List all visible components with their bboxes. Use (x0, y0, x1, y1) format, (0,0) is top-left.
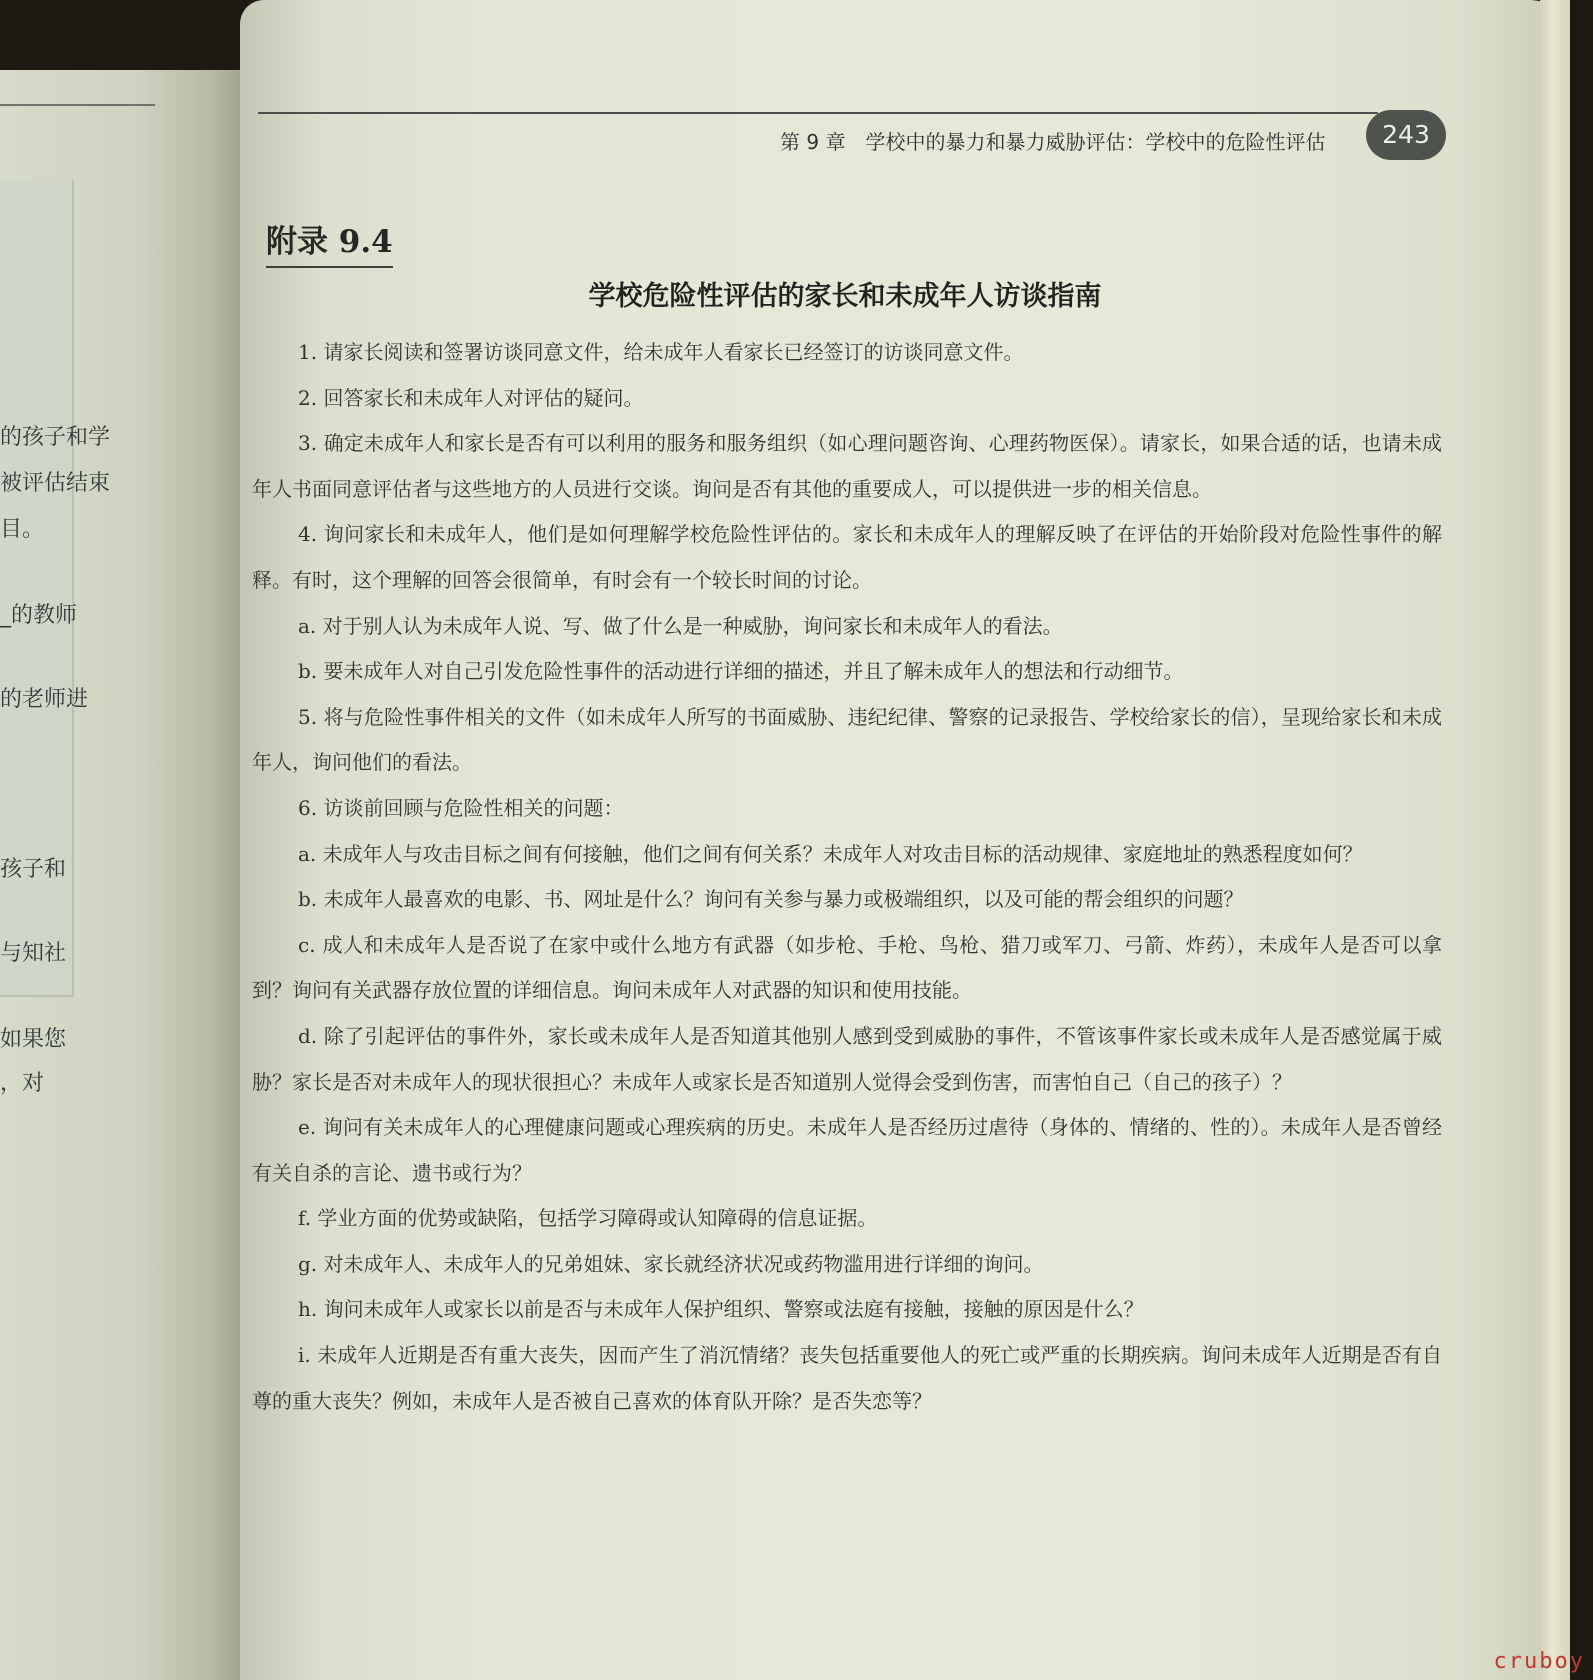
paragraph-6h (252, 1287, 1442, 1333)
header-rule (258, 112, 1378, 114)
paragraph-6i (252, 1333, 1442, 1424)
item-number: 4. (298, 522, 318, 547)
paragraph-text: 询问有关未成年人的心理健康问题或心理疾病的历史。未成年人是否经历过虐待（身体的、情绪的、性的）。未成年人是否曾经有关自杀的言论、遗书或行为？ (252, 1115, 1443, 1185)
item-number: a. (298, 841, 317, 866)
paragraph-6b (252, 877, 1442, 923)
paragraph-text: 要未成年人对自己引发危险性事件的活动进行详细的描述，并且了解未成年人的想法和行动细节。 (323, 659, 1184, 684)
paragraph-1 (252, 330, 1442, 376)
item-number: a. (298, 613, 317, 638)
paragraph-text: 访谈前回顾与危险性相关的问题： (323, 795, 624, 820)
paragraph-6g (252, 1242, 1442, 1288)
item-number: 2. (298, 385, 318, 410)
item-number: h. (298, 1297, 318, 1322)
paragraph-text: 学业方面的优势或缺陷，包括学习障碍或认知障碍的信息证据。 (317, 1206, 878, 1231)
paragraph-text: 除了引起评估的事件外，家长或未成年人是否知道其他别人感到受到威胁的事件，不管该事件家长或未成年人是否感觉属于威胁？家长是否对未成年人的现状很担心？未成年人或家长是否知道别人觉得会受到伤害，而害怕自己（自己的孩子）？ (252, 1023, 1443, 1094)
item-number: f. (298, 1206, 312, 1231)
paragraph-4 (252, 512, 1442, 603)
document-title: 学校危险性评估的家长和未成年人访谈指南 (588, 281, 1102, 312)
paragraph-text: 未成年人近期是否有重大丧失，因而产生了消沉情绪？丧失包括重要他人的死亡或严重的长期疾病。询问未成年人近期是否有自尊的重大丧失？例如，未成年人是否被自己喜欢的体育队开除？是否失恋等？ (252, 1343, 1443, 1413)
paragraph-text: 询问家长和未成年人，他们是如何理解学校危险性评估的。家长和未成年人的理解反映了在评估的开始阶段对危险性事件的解释。有时，这个理解的回答会很简单，有时会有一个较长时间的讨论。 (252, 522, 1443, 592)
left-page-fragment: 孩子和 (0, 857, 67, 882)
paragraph-6c (252, 923, 1442, 1014)
paragraph-text: 对未成年人、未成年人的兄弟姐妹、家长就经济状况或药物滥用进行详细的询问。 (323, 1251, 1044, 1276)
paragraph-text: 确定未成年人和家长是否有可以利用的服务和服务组织（如心理问题咨询、心理药物医保）。请家长，如果合适的话，也请未成年人书面同意评估者与这些地方的人员进行交谈。询问是否有其他的重要成人，可以提供进一步的相关信息。 (252, 431, 1443, 501)
paragraph-text: 成人和未成年人是否说了在家中或什么地方有武器（如步枪、手枪、鸟枪、猎刀或军刀、弓箭、炸药），未成年人是否可以拿到？询问有关武器存放位置的详细信息。询问未成年人对武器的知识和使用技能。 (252, 932, 1442, 1003)
left-page-fragment: _的教师 (0, 603, 78, 628)
left-page-fragment: ，对 (0, 1071, 45, 1096)
page-number-badge: 243 (1366, 110, 1446, 160)
left-page-fragment: 与知社 (0, 941, 67, 966)
paragraph-text: 未成年人与攻击目标之间有何接触，他们之间有何关系？未成年人对攻击目标的活动规律、家庭地址的熟悉程度如何？ (322, 841, 1363, 866)
item-number: 3. (298, 431, 318, 456)
paragraph-4a (252, 604, 1442, 650)
item-number: d. (298, 1023, 318, 1048)
paragraph-6d (252, 1014, 1442, 1105)
paragraph-text: 未成年人最喜欢的电影、书、网址是什么？询问有关参与暴力或极端组织，以及可能的帮会组织的问题？ (323, 887, 1244, 912)
item-number: b. (298, 659, 318, 684)
item-number: 5. (298, 704, 318, 729)
appendix-label: 附录 9.4 (266, 216, 393, 268)
left-page-fragment: 被评估结束 (0, 471, 111, 496)
item-number: 6. (298, 795, 318, 820)
paragraph-3 (252, 421, 1442, 512)
paragraph-6a (252, 832, 1442, 878)
paragraph-6f (252, 1196, 1442, 1242)
paragraph-2 (252, 376, 1442, 422)
left-page-fragment: 目。 (0, 517, 45, 542)
item-number: c. (298, 932, 316, 957)
left-page-fragment: 如果您 (0, 1027, 67, 1052)
paragraph-5 (252, 695, 1442, 786)
running-header: 第 9 章 学校中的暴力和暴力威胁评估：学校中的危险性评估 (780, 130, 1326, 154)
paragraph-text: 将与危险性事件相关的文件（如未成年人所写的书面威胁、违纪纪律、警察的记录报告、学校给家长的信），呈现给家长和未成年人，询问他们的看法。 (252, 704, 1443, 775)
paragraph-text: 请家长阅读和签署访谈同意文件，给未成年人看家长已经签订的访谈同意文件。 (323, 340, 1024, 364)
paragraph-text: 询问未成年人或家长以前是否与未成年人保护组织、警察或法庭有接触，接触的原因是什么？ (323, 1297, 1144, 1322)
body-text (252, 330, 1442, 1424)
paragraph-text: 回答家长和未成年人对评估的疑问。 (323, 385, 644, 410)
paragraph-6 (252, 786, 1442, 832)
scanner-watermark: cruboy (1493, 1649, 1585, 1674)
item-number: e. (298, 1115, 317, 1140)
paragraph-text: 对于别人认为未成年人说、写、做了什么是一种威胁，询问家长和未成年人的看法。 (322, 613, 1063, 638)
item-number: b. (298, 887, 318, 912)
item-number: i. (298, 1343, 311, 1368)
paragraph-4b (252, 649, 1442, 695)
item-number: 1. (298, 340, 318, 364)
left-page-fragment: 的孩子和学 (0, 425, 111, 450)
paragraph-6e (252, 1105, 1442, 1196)
left-page-rule (0, 104, 155, 106)
page-edge (1540, 0, 1570, 1680)
item-number: g. (298, 1251, 318, 1276)
left-page-fragment: 的老师进 (0, 687, 89, 712)
